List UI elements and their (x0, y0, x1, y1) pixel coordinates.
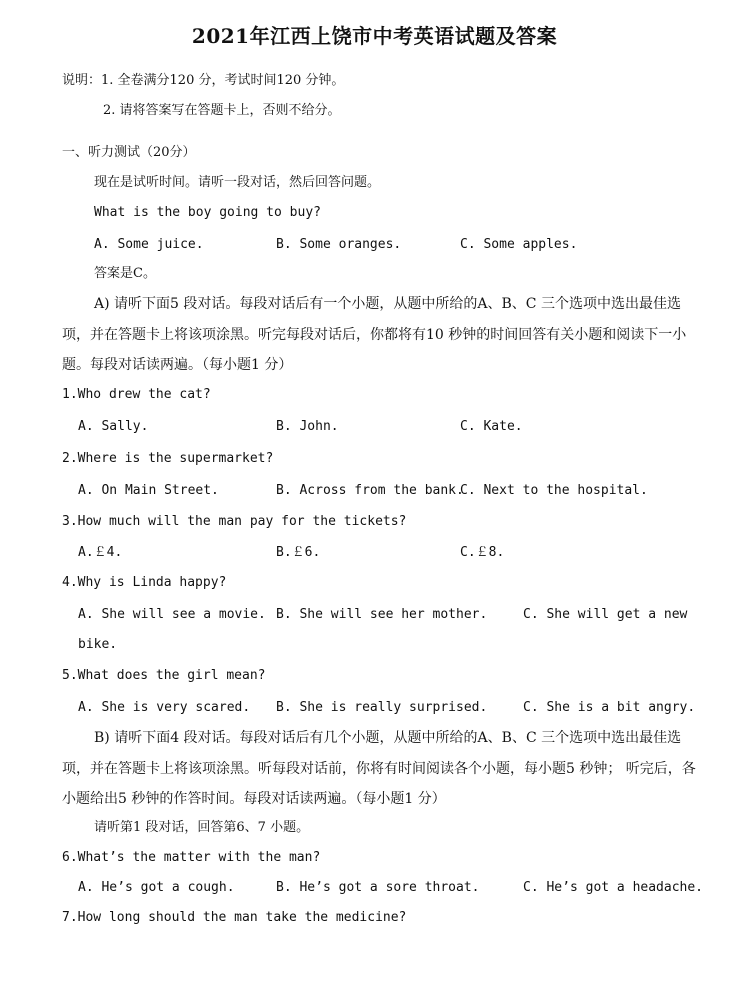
question-6-stem: 6.What’s the matter with the man? (62, 850, 321, 865)
question-4-stem: 4.Why is Linda happy? (62, 575, 227, 590)
question-2-stem: 2.Where is the supermarket? (62, 451, 274, 466)
question-4-option-a: A. She will see a movie. (78, 607, 266, 622)
question-1-option-b: B. John. (276, 419, 339, 434)
document-title: 2021年江西上饶市中考英语试题及答案 (191, 24, 558, 48)
question-1-stem: 1.Who drew the cat? (62, 387, 211, 402)
dialogue-1-intro: 请听第1 段对话，回答第6、7 小题。 (94, 820, 310, 835)
section-heading: 一、听力测试（20分） (62, 145, 196, 160)
question-7-stem: 7.How long should the man take the medicine? (62, 910, 407, 925)
question-5-option-c: C. She is a bit angry. (523, 700, 696, 715)
question-1-option-a: A. Sally. (78, 419, 149, 434)
question-3-stem: 3.How much will the man pay for the tickets? (62, 514, 407, 529)
question-4-option-b: B. She will see her mother. (276, 607, 488, 622)
note-2: 2. 请将答案写在答题卡上，否则不给分。 (103, 103, 341, 118)
question-3-option-b: B.￡6. (276, 545, 321, 560)
question-5-option-a: A. She is very scared. (78, 700, 251, 715)
note-1: 说明：1. 全卷满分120 分，考试时间120 分钟。 (62, 73, 345, 88)
example-question: What is the boy going to buy? (94, 205, 321, 220)
example-option-a: A. Some juice. (94, 237, 204, 252)
question-6-option-b: B. He’s got a sore throat. (276, 880, 480, 895)
question-6-option-c: C. He’s got a headache. (523, 880, 704, 895)
part-a-instructions: A) 请听下面5 段对话。每段对话后有一个小题，从题中所给的A、B、C 三个选项中选出最佳选项，并在答题卡上将该项涂黑。听完每段对话后，你都将有10 秒钟的时间回答有关小题和阅读下一小题。每段对话读两遍。（每小题1 分） (62, 296, 687, 373)
example-option-b: B. Some oranges. (276, 237, 402, 252)
question-2-option-a: A. On Main Street. (78, 483, 219, 498)
question-6-option-a: A. He’s got a cough. (78, 880, 235, 895)
question-2-option-c: C. Next to the hospital. (460, 483, 648, 498)
question-3-option-c: C.￡8. (460, 545, 505, 560)
question-2-option-b: B. Across from the bank. (276, 483, 464, 498)
example-option-c: C. Some apples. (460, 237, 578, 252)
example-intro: 现在是试听时间。请听一段对话，然后回答问题。 (94, 175, 381, 190)
example-answer: 答案是C。 (94, 266, 156, 281)
question-4-option-c: C. She will get a new (523, 607, 688, 622)
question-5-option-b: B. She is really surprised. (276, 700, 488, 715)
question-4-option-c-wrap: bike. (78, 637, 118, 652)
question-5-stem: 5.What does the girl mean? (62, 668, 266, 683)
question-1-option-c: C. Kate. (460, 419, 523, 434)
question-3-option-a: A.￡4. (78, 545, 123, 560)
part-b-instructions: B) 请听下面4 段对话。每段对话后有几个小题，从题中所给的A、B、C 三个选项中选出最佳选项，并在答题卡上将该项涂黑。听每段对话前，你将有时间阅读各个小题，每小题5 秒钟； 听完后，各小题给出5 秒钟的作答时间。每段对话读两遍。（每小题1 分） (62, 730, 696, 807)
